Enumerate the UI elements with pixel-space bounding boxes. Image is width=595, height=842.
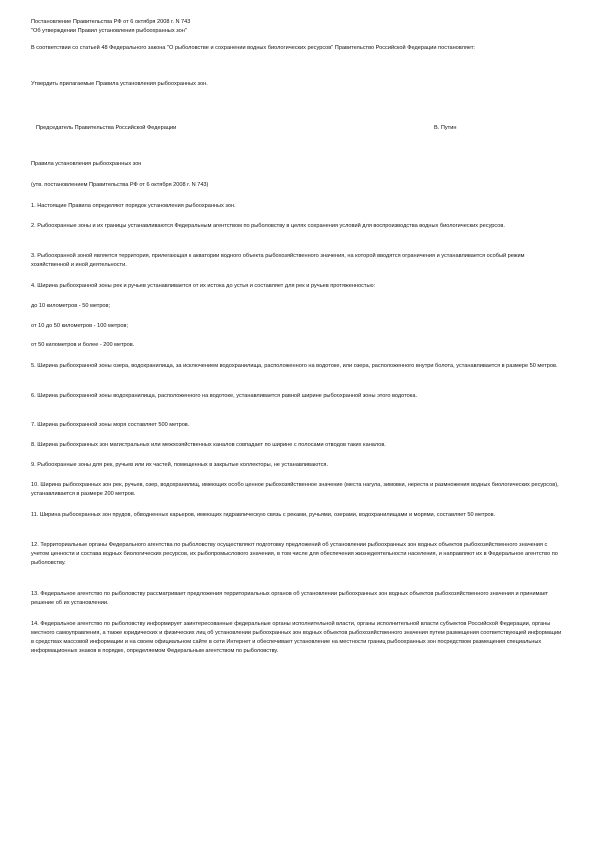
rules-item: 9. Рыбоохранные зоны для рек, ручьев или их частей, помещенных в закрытые коллекторы, не устанавливаются. bbox=[31, 462, 329, 468]
rules-item: 7. Ширина рыбоохранной зоны моря составляет 500 метров. bbox=[31, 422, 190, 428]
rules-item: 4. Ширина рыбоохранной зоны рек и ручьев устанавливается от их истока до устья и составляет для рек и ручьев протяженностью: bbox=[31, 283, 376, 289]
document-header-line1: Постановление Правительства РФ от 6 октября 2008 г. N 743 bbox=[31, 19, 191, 25]
rules-item: 3. Рыбоохранной зоной является территория, прилегающая к акватории водного объекта рыбохозяйственного значения, на которой вводятся ограничения и устанавливается особый режим хозяйственной и иной деятельности. bbox=[31, 253, 525, 268]
rules-item: 2. Рыбоохранные зоны и их границы устанавливаются Федеральным агентством по рыболовству в целях сохранения условий для воспроизводства водных биологических ресурсов. bbox=[31, 223, 505, 229]
rules-item: до 10 километров - 50 метров; bbox=[31, 303, 111, 309]
preamble-paragraph: В соответствии со статьей 48 Федерального закона "О рыболовстве и сохранении водных биологических ресурсов" Правительство Российской Федерации постановляет: bbox=[31, 45, 475, 51]
document-header-line2: "Об утверждении Правил установления рыбоохранных зон" bbox=[31, 28, 187, 34]
rules-item: 13. Федеральное агентство по рыболовству рассматривает предложения территориальных органов об установлении рыбоохранных зон водных объектов рыбохозяйственного значения и принимает решение об их установлении. bbox=[31, 591, 549, 606]
signature-position: Председатель Правительства Российской Федерации bbox=[36, 125, 177, 131]
rules-item: от 10 до 50 километров - 100 метров; bbox=[31, 323, 129, 329]
rules-item: 14. Федеральное агентство по рыболовству информирует заинтересованные федеральные органы исполнительной власти, органы исполнительной власти субъектов Российской Федерации, органы местного самоуправления, а также юридических и физических лиц об установлении рыбоохранных зон водных объектов рыбохозяйственного значения путем размещения соответствующей информации в средствах массовой информации и на своем официальном сайте в сети Интернет и обеспечивает установление на местности границ рыбоохранных зон посредством размещения специальных информационных знаков в порядке, определяемом Федеральным агентством по рыболовству. bbox=[31, 621, 562, 654]
approve-paragraph: Утвердить прилагаемые Правила установления рыбоохранных зон. bbox=[31, 81, 208, 87]
rules-subtitle: (утв. постановлением Правительства РФ от 6 октября 2008 г. N 743) bbox=[31, 182, 209, 188]
rules-item: 5. Ширина рыбоохранной зоны озера, водохранилища, за исключением водохранилища, расположенного на водотоке, или озера, расположенного внутри болота, устанавливается в размере 50 метров. bbox=[31, 363, 558, 369]
rules-item: 8. Ширина рыбоохранных зон магистральных или межхозяйственных каналов совпадает по ширине с полосами отводов таких каналов. bbox=[31, 442, 386, 448]
rules-item: 10. Ширина рыбоохранных зон рек, ручьев, озер, водохранилищ, имеющих особо ценное рыбохозяйственное значение (места нагула, зимовки, нереста и размножения водных биологических ресурсов), устанавливается в размере 200 метров. bbox=[31, 482, 559, 497]
rules-item: 11. Ширина рыбоохранных зон прудов, обводненных карьеров, имеющих гидравлическую связь с реками, ручьями, озерами, водохранилищами и морями, составляет 50 метров. bbox=[31, 512, 496, 518]
rules-item: 1. Настоящие Правила определяют порядок установления рыбоохранных зон. bbox=[31, 203, 236, 209]
signature-name: В. Путин bbox=[434, 125, 457, 131]
rules-title: Правила установления рыбоохранных зон bbox=[31, 161, 142, 167]
rules-item: 6. Ширина рыбоохранной зоны водохранилища, расположенного на водотоке, устанавливается равной ширине рыбоохранной зоны этого водотока. bbox=[31, 393, 417, 399]
rules-item: 12. Территориальные органы Федерального агентства по рыболовству осуществляют подготовку предложений об установлении рыбоохранных зон водных объектов рыбохозяйственного значения с учетом ценности и состава водных биологических ресурсов, их рыбопромыслового значения, в том числе для обеспечения жизнедеятельности населения, и направляют их в Федеральное агентство по рыболовству. bbox=[31, 542, 558, 566]
rules-item: от 50 километров и более - 200 метров. bbox=[31, 342, 135, 348]
